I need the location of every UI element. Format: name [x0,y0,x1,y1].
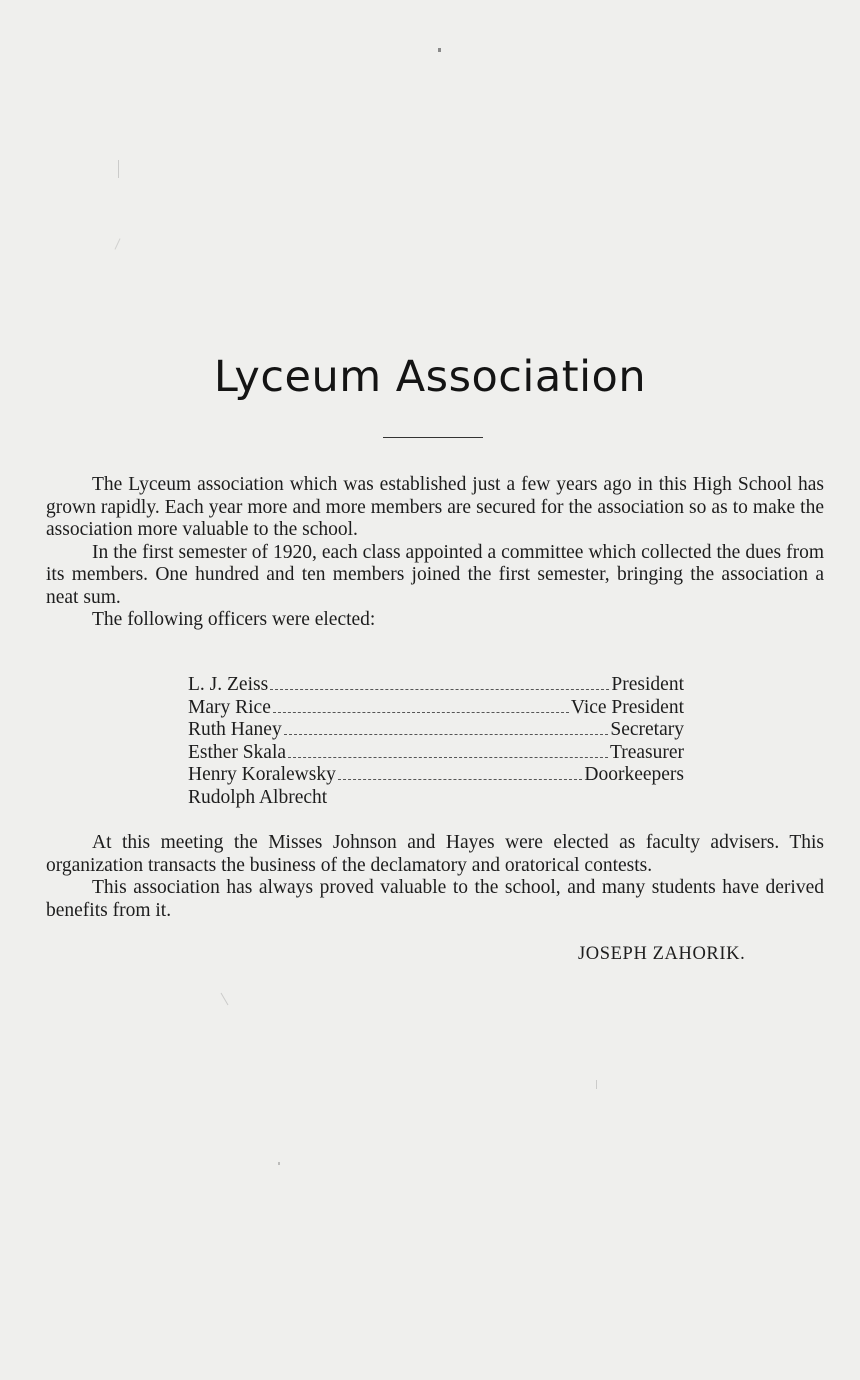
paragraph-history: The Lyceum association which was established just a few years ago in this High School has grown rapidly. Each year more and more members are secured for the association so as to make the association more valuable to the school. [46,474,824,540]
leader-dots [270,689,609,690]
officer-title: Treasurer [609,741,684,763]
officer-row [188,719,684,742]
officer-row [188,674,684,697]
paragraph-officers-intro: The following officers were elected: [92,609,376,630]
paper-speck [221,993,229,1006]
officer-row [188,787,684,810]
leader-dots [338,779,583,780]
officer-name: Esther Skala [188,741,287,763]
paper-speck [118,160,119,178]
officer-name: Henry Koralewsky [188,764,336,785]
officer-row [188,697,684,720]
leader-dots [288,757,608,758]
paragraph-advisers: At this meeting the Misses Johnson and Hayes were elected as faculty advisers. This organization transacts the business of the declamatory and oratorical contests. [46,832,824,876]
paragraph-dues: In the first semester of 1920, each class appointed a committee which collected the dues from its members. One hundred and ten members joined the first semester, bringing the association a neat sum. [46,541,824,608]
paper-speck [438,48,441,52]
officers-list [188,674,684,809]
paper-speck [596,1080,597,1089]
officer-row [188,764,684,787]
intro-text [46,474,824,632]
officer-name: Mary Rice [188,696,271,718]
page-title: Lyceum Association [213,352,647,402]
officer-title: President [611,674,684,695]
leader-dots [284,734,609,735]
officer-name: Ruth Haney [188,719,282,740]
officer-title: Secretary [610,719,684,740]
author-signature: JOSEPH ZAHORIK. [578,944,746,964]
officer-title: Doorkeepers [584,764,684,785]
closing-text [46,832,824,922]
leader-dots [273,712,569,713]
paper-speck [278,1162,280,1165]
officer-title: Vice President [570,696,684,718]
officer-name: L. J. Zeiss [188,674,269,695]
paper-speck [115,238,121,249]
title-underline [383,437,483,438]
paragraph-value: This association has always proved valuable to the school, and many students have derived benefits from it. [46,877,824,921]
officer-name: Rudolph Albrecht [188,786,328,808]
officer-row [188,742,684,765]
